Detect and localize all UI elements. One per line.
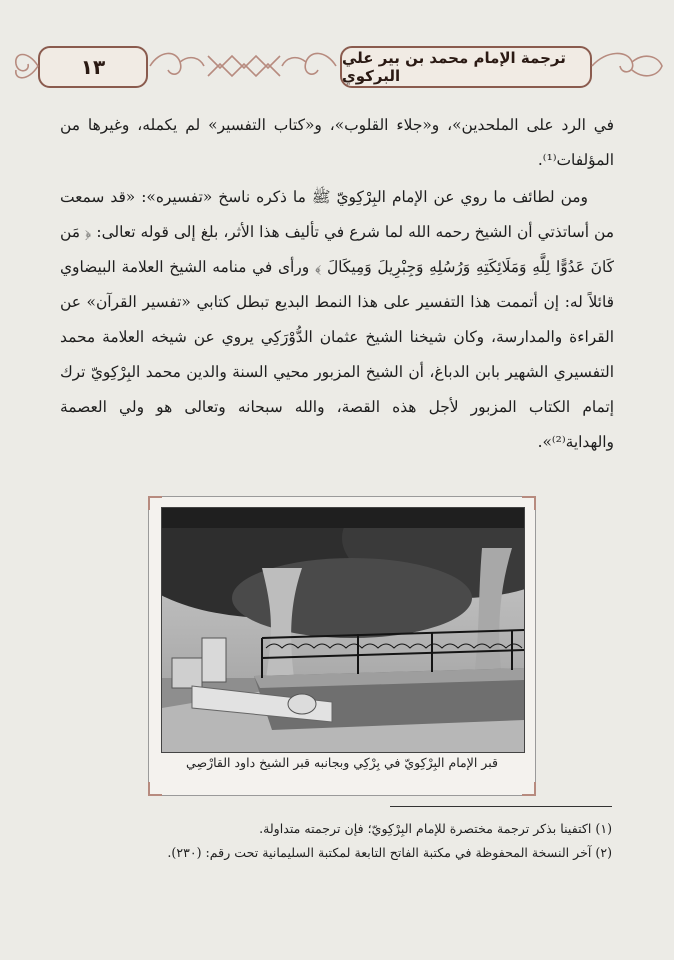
- paragraph-2: [60, 180, 614, 460]
- header-ornament-left-icon: [8, 42, 42, 90]
- frame-corner: [148, 496, 162, 510]
- frame-corner: [522, 782, 536, 796]
- header-ornament-center-icon: [146, 44, 340, 88]
- page-number: ١٣: [38, 46, 148, 88]
- paragraph-1: في الرد على الملحدين»، و«جلاء القلوب»، و«كتاب التفسير» لم يكمله، وغيرها من المؤلفات⁽¹⁾.: [60, 116, 614, 169]
- paragraph-2-part-b: ورأى في منامه الشيخ العلامة البيضاوي قائلاً له: إن أتممت هذا التفسير على هذا النمط البديع تبطل كتابي «تفسير القرآن» عن القراءة والمدارسة، وكان شيخنا الشيخ عثمان الدُّوْرَكِي يروي عن شيخه العلامة محمد التفسيري الشهير بابن الدباغ، أن الشيخ المزبور محيي السنة والدين محمد البِرْكِويّ ترك إتمام الكتاب المزبور لأجل هذه القصة، والله سبحانه وتعالى هو ولي العصمة والهداية⁽²⁾».: [60, 258, 614, 451]
- paragraph-2-part-a: ومن لطائف ما روي عن الإمام البِرْكِويّ ﷺ ما ذكره ناسخ «تفسيره»: «قد سمعت من أساتذتي أن الشيخ رحمه الله لما شرع في تأليف هذا الأثر، بلغ إلى قوله تعالى:: [60, 188, 614, 241]
- quran-verse: ﴿ مَن كَانَ عَدُوًّا لِلَّهِ وَمَلَائِكَتِهِ وَرُسُلِهِ وَجِبْرِيلَ وَمِيكَالَ ﴾: [60, 223, 614, 276]
- tomb-photo-image: [162, 508, 524, 752]
- header-ornament-right-icon: [588, 42, 668, 90]
- footnote-2: (٢) آخر النسخة المحفوظة في مكتبة الفاتح التابعة لمكتبة السليمانية تحت رقم: (٢٣٠).: [167, 845, 612, 860]
- figure-frame: [148, 496, 536, 796]
- figure-caption: قبر الإمام البِرْكِويّ في بِرْكِي وبجانبه قبر الشيخ داود القارْصِي: [186, 755, 498, 770]
- running-title: ترجمة الإمام محمد بن بير علي البركوي: [340, 46, 592, 88]
- footnote-1: (١) اكتفينا بذكر ترجمة مختصرة للإمام البِرْكِويّ؛ فإن ترجمته متداولة.: [259, 821, 612, 836]
- footnote-separator: [390, 806, 612, 807]
- page-header: [0, 38, 674, 98]
- frame-corner: [148, 782, 162, 796]
- tomb-photo: [161, 507, 525, 753]
